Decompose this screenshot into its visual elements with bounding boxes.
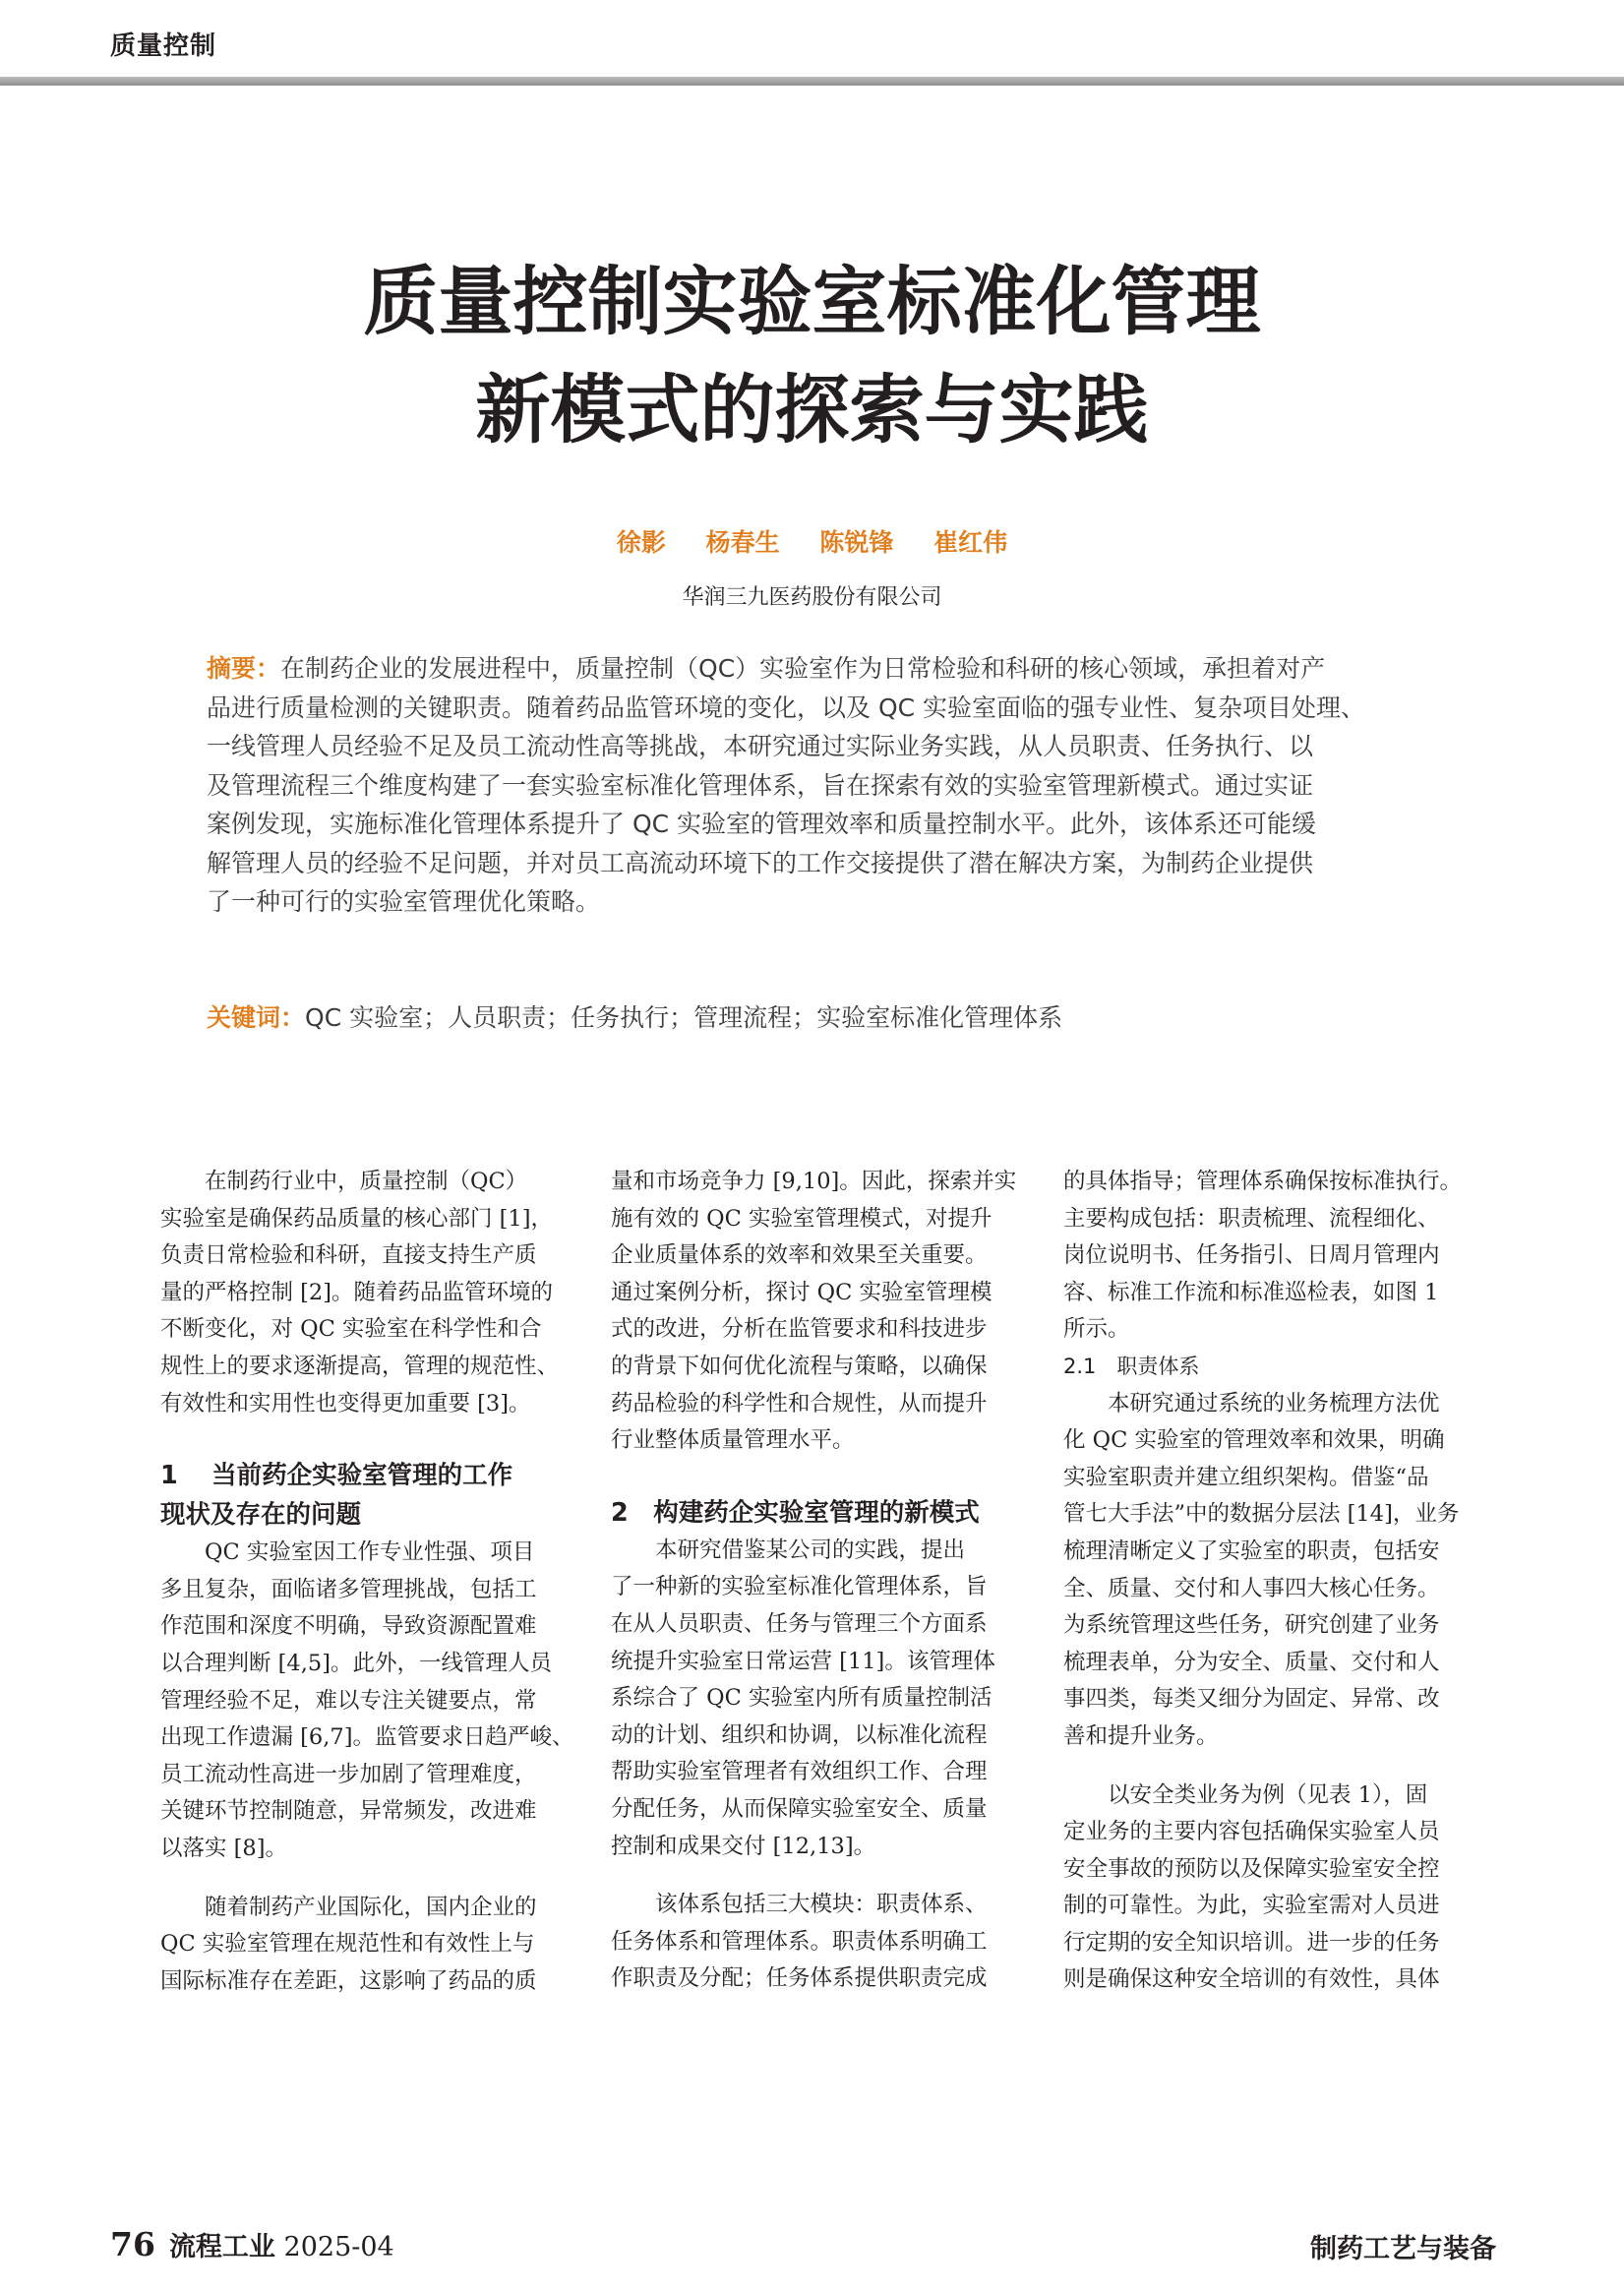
body-line: 全、质量、交付和人事四大核心任务。 bbox=[1063, 1575, 1440, 1601]
body-line: 帮助实验室管理者有效组织工作、合理 bbox=[611, 1759, 988, 1785]
body-line: 药品检验的科学性和合规性，从而提升 bbox=[611, 1390, 988, 1417]
body-line: 企业质量体系的效率和效果至关重要。 bbox=[611, 1242, 988, 1269]
body-line: 制的可靠性。为此，实验室需对人员进 bbox=[1063, 1893, 1440, 1919]
body-line: 在制药行业中，质量控制（QC） bbox=[160, 1169, 528, 1194]
body-line: 在从人员职责、任务与管理三个方面系 bbox=[611, 1610, 988, 1637]
section-heading-1: 1 当前药企实验室管理的工作 bbox=[160, 1461, 513, 1491]
body-line: 量的严格控制 [2]。随着药品监管环境的 bbox=[160, 1279, 554, 1305]
abstract-line: 解管理人员的经验不足问题，并对员工高流动环境下的工作交接提供了潜在解决方案，为制药企业提供 bbox=[207, 848, 1314, 877]
author: 崔红伟 bbox=[933, 528, 1008, 557]
article-title bbox=[197, 248, 1427, 464]
body-line: 本研究通过系统的业务梳理方法优 bbox=[1063, 1390, 1440, 1417]
body-line: 定业务的主要内容包括确保实验室人员 bbox=[1063, 1819, 1440, 1845]
body-column-2 bbox=[611, 1164, 1032, 1998]
body-column-1 bbox=[160, 1164, 581, 2000]
body-line: 国际标准存在差距，这影响了药品的质 bbox=[160, 1967, 537, 1994]
body-line: 分配任务，从而保障实验室安全、质量 bbox=[611, 1795, 988, 1822]
body-line: 本研究借鉴某公司的实践，提出 bbox=[611, 1537, 966, 1563]
body-line: 以落实 [8]。 bbox=[160, 1835, 288, 1861]
body-line: 行业整体质量管理水平。 bbox=[611, 1427, 855, 1454]
body-line: 安全事故的预防以及保障实验室安全控 bbox=[1063, 1855, 1440, 1882]
abstract-line: 及管理流程三个维度构建了一套实验室标准化管理体系，旨在探索有效的实验室管理新模式。通过实证 bbox=[207, 770, 1314, 800]
body-line: 容、标准工作流和标准巡检表，如图 1 bbox=[1063, 1279, 1439, 1305]
abstract-line: 了一种可行的实验室管理优化策略。 bbox=[207, 887, 601, 916]
body-line: 了一种新的实验室标准化管理体系，旨 bbox=[611, 1574, 988, 1600]
affiliation: 华润三九医药股份有限公司 bbox=[682, 585, 942, 610]
body-line: 式的改进，分析在监管要求和科技进步 bbox=[611, 1316, 988, 1343]
body-line: QC 实验室因工作专业性强、项目 bbox=[160, 1539, 535, 1566]
subsection-heading-2-1: 2.1 职责体系 bbox=[1063, 1354, 1200, 1378]
body-line: 管理经验不足，难以专注关键要点，常 bbox=[160, 1687, 537, 1714]
abstract-line: 摘要：在制药企业的发展进程中，质量控制（QC）实验室作为日常检验和科研的核心领域，承担着对产 bbox=[207, 654, 1326, 683]
body-line: 所示。 bbox=[1063, 1316, 1130, 1343]
author: 陈锐锋 bbox=[819, 528, 894, 557]
abstract-line: 品进行质量检测的关键职责。随着药品监管环境的变化，以及 QC 实验室面临的强专业性、复杂项目处理、 bbox=[207, 693, 1366, 722]
body-line: 动的计划、组织和协调，以标准化流程 bbox=[611, 1721, 988, 1748]
abstract-line: 一线管理人员经验不足及员工流动性高等挑战，本研究通过实际业务实践，从人员职责、任务执行、以 bbox=[207, 732, 1314, 760]
body-line: QC 实验室管理在规范性和有效性上与 bbox=[160, 1931, 535, 1958]
author: 徐影 bbox=[616, 528, 666, 557]
body-line: 量和市场竞争力 [9,10]。因此，探索并实 bbox=[611, 1169, 1017, 1194]
body-line: 系综合了 QC 实验室内所有质量控制活 bbox=[611, 1685, 992, 1712]
body-line: 不断变化，对 QC 实验室在科学性和合 bbox=[160, 1316, 542, 1343]
body-line: 员工流动性高进一步加剧了管理难度， bbox=[160, 1761, 537, 1787]
page-footer-right: 制药工艺与装备 bbox=[1310, 2234, 1496, 2264]
abstract-line: 案例发现，实施标准化管理体系提升了 QC 实验室的管理效率和质量控制水平。此外，该体系还可能缓 bbox=[207, 810, 1317, 838]
body-line: 控制和成果交付 [12,13]。 bbox=[611, 1833, 876, 1859]
title-line-1: 质量控制实验室标准化管理 bbox=[363, 258, 1261, 345]
author: 杨春生 bbox=[705, 528, 780, 557]
body-line: 为系统管理这些任务，研究创建了业务 bbox=[1063, 1612, 1440, 1639]
body-line: 主要构成包括：职责梳理、流程细化、 bbox=[1063, 1205, 1440, 1232]
body-line: 的背景下如何优化流程与策略，以确保 bbox=[611, 1353, 988, 1379]
body-line: 统提升实验室日常运营 [11]。该管理体 bbox=[611, 1648, 995, 1674]
body-line: 善和提升业务。 bbox=[1063, 1722, 1219, 1749]
body-line: 以合理判断 [4,5]。此外，一线管理人员 bbox=[160, 1650, 552, 1676]
body-line: 负责日常检验和科研，直接支持生产质 bbox=[160, 1242, 537, 1269]
section-heading-2: 2 构建药企实验室管理的新模式 bbox=[611, 1497, 980, 1528]
body-line: 施有效的 QC 实验室管理模式，对提升 bbox=[611, 1205, 992, 1232]
body-line: 任务体系和管理体系。职责体系明确工 bbox=[611, 1928, 988, 1955]
body-line: 通过案例分析，探讨 QC 实验室管理模 bbox=[611, 1279, 992, 1305]
body-line: 则是确保这种安全培训的有效性，具体 bbox=[1063, 1966, 1440, 1993]
body-line: 实验室是确保药品质量的核心部门 [1]， bbox=[160, 1205, 554, 1232]
abstract bbox=[207, 649, 1439, 922]
title-line-2: 新模式的探索与实践 bbox=[475, 366, 1149, 453]
body-line: 多且复杂，面临诸多管理挑战，包括工 bbox=[160, 1576, 537, 1602]
keywords-label: 关键词： bbox=[207, 1003, 306, 1032]
body-line: 行定期的安全知识培训。进一步的任务 bbox=[1063, 1929, 1440, 1956]
body-line: 出现工作遗漏 [6,7]。监管要求日趋严峻、 bbox=[160, 1724, 574, 1751]
section-tag: 质量控制 bbox=[110, 31, 217, 61]
body-line: 实验室职责并建立组织架构。借鉴“品 bbox=[1063, 1464, 1429, 1490]
section-heading-1-cont: 现状及存在的问题 bbox=[160, 1500, 362, 1531]
body-line: 管七大手法”中的数据分层法 [14]，业务 bbox=[1063, 1501, 1460, 1528]
body-line: 梳理表单，分为安全、质量、交付和人 bbox=[1063, 1649, 1440, 1675]
body-line: 有效性和实用性也变得更加重要 [3]。 bbox=[160, 1390, 531, 1417]
body-line: 梳理清晰定义了实验室的职责，包括安 bbox=[1063, 1537, 1440, 1564]
body-line: 岗位说明书、任务指引、日周月管理内 bbox=[1063, 1242, 1440, 1269]
body-line: 关键环节控制随意，异常频发，改进难 bbox=[160, 1798, 537, 1825]
body-line: 作职责及分配；任务体系提供职责完成 bbox=[611, 1965, 988, 1992]
issue-number: 2025-04 bbox=[283, 2232, 394, 2262]
body-line: 事四类，每类又细分为固定、异常、改 bbox=[1063, 1686, 1440, 1713]
body-line: 规性上的要求逐渐提高，管理的规范性、 bbox=[160, 1353, 560, 1379]
body-line: 该体系包括三大模块：职责体系、 bbox=[611, 1892, 988, 1918]
page-footer-left bbox=[110, 2225, 394, 2263]
page-number: 76 bbox=[110, 2225, 155, 2263]
body-line: 的具体指导；管理体系确保按标准执行。 bbox=[1063, 1169, 1463, 1194]
body-line: 随着制药产业国际化，国内企业的 bbox=[160, 1894, 537, 1920]
body-column-3 bbox=[1063, 1164, 1484, 1999]
keywords-text: QC 实验室；人员职责；任务执行；管理流程；实验室标准化管理体系 bbox=[305, 1003, 1063, 1032]
body-line: 作范围和深度不明确，导致资源配置难 bbox=[160, 1613, 537, 1640]
body-line: 化 QC 实验室的管理效率和效果，明确 bbox=[1063, 1427, 1445, 1454]
author-list bbox=[393, 523, 1231, 559]
abstract-label: 摘要： bbox=[207, 654, 281, 683]
running-header bbox=[0, 0, 1624, 85]
header-rule bbox=[0, 77, 1624, 86]
journal-name: 流程工业 bbox=[168, 2232, 275, 2262]
keywords bbox=[207, 998, 1439, 1034]
body-line: 以安全类业务为例（见表 1），固 bbox=[1063, 1781, 1428, 1808]
